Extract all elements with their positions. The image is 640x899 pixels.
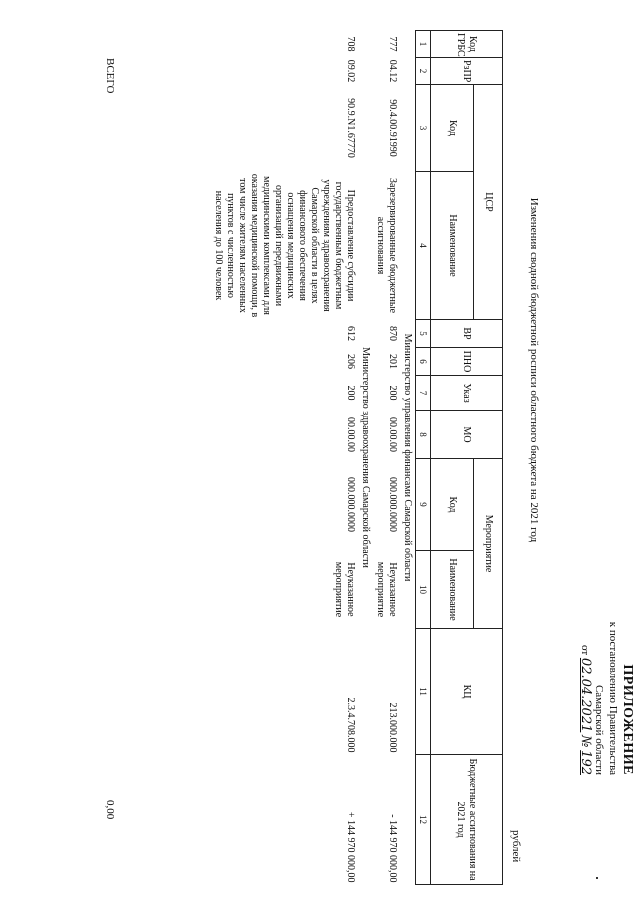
handwritten-date: 02.04.2021 bbox=[578, 657, 593, 733]
ministry-row bbox=[399, 31, 416, 885]
ministry-name: Министерство здравоохранения Самарской области bbox=[360, 347, 371, 568]
col-number: 4 bbox=[416, 172, 431, 320]
header-csr-name: Наименование bbox=[431, 172, 474, 320]
cell-vr: 612 bbox=[345, 326, 356, 342]
cell-pno: 201 bbox=[387, 354, 398, 370]
header-csr-code: Код bbox=[431, 85, 474, 172]
cell-amount: + 144 970 000,00 bbox=[345, 811, 356, 883]
cell-grbs: 777 bbox=[387, 36, 398, 52]
header-event-code: Код bbox=[431, 459, 474, 551]
header-rzpr: РзПР bbox=[431, 58, 503, 85]
cell-csr-code: 90.9.N1.67770 bbox=[345, 98, 356, 158]
cell-ukaz: 200 bbox=[387, 385, 398, 401]
cell-event-code: 000.000.0000 bbox=[345, 477, 356, 533]
cell-csr-name: Зарезервированные бюджетные ассигнования bbox=[375, 177, 398, 314]
col-number: 12 bbox=[416, 755, 431, 885]
ministry-row bbox=[357, 31, 373, 885]
header-event-name: Наименование bbox=[431, 551, 474, 629]
cell-amount: - 144 970 000,00 bbox=[387, 814, 398, 883]
appendix-title: ПРИЛОЖЕНИЕ bbox=[620, 664, 635, 775]
header-mo: МО bbox=[431, 411, 503, 459]
cell-event-name: Неуказанное мероприятие bbox=[375, 561, 398, 618]
appendix-date-line bbox=[578, 540, 592, 775]
cell-csr-code: 90.4.00.91990 bbox=[387, 99, 398, 157]
cell-mo: 00.00.00 bbox=[387, 417, 398, 453]
table-row bbox=[211, 31, 357, 885]
col-number: 5 bbox=[416, 320, 431, 348]
cell-rzpr: 04.12 bbox=[387, 59, 398, 83]
total-label: ВСЕГО bbox=[104, 58, 116, 94]
cell-csr-name: Предоставление субсидии государственным бюджетным учреждениям здравоохранения Самарской области в целях финансового обеспечения оснащения медицинских организаций передвижными медицинскими комплексами для оказания медицинской помощи, в том числе жителям населенных пунктов с численностью населения до 100 человек bbox=[213, 173, 356, 318]
cell-pno: 206 bbox=[345, 354, 356, 370]
col-number: 10 bbox=[416, 551, 431, 629]
col-number: 8 bbox=[416, 411, 431, 459]
header-event: Мероприятие bbox=[474, 459, 503, 629]
col-number: 2 bbox=[416, 58, 431, 85]
col-number: 1 bbox=[416, 31, 431, 58]
col-number: 7 bbox=[416, 376, 431, 411]
scan-speck bbox=[596, 877, 598, 879]
total-value: 0,00 bbox=[104, 800, 116, 820]
col-number: 6 bbox=[416, 348, 431, 376]
appendix-line: к постановлению Правительства bbox=[607, 621, 619, 775]
col-number: 3 bbox=[416, 85, 431, 172]
handwritten-number: 192 bbox=[578, 750, 593, 775]
cell-grbs: 708 bbox=[345, 36, 356, 52]
header-budget: Бюджетные ассигнования на 2021 год bbox=[431, 755, 503, 885]
col-number: 11 bbox=[416, 629, 431, 755]
table-row bbox=[373, 31, 399, 885]
appendix-header bbox=[578, 540, 634, 775]
cell-vr: 870 bbox=[387, 326, 398, 342]
col-number: 9 bbox=[416, 459, 431, 551]
number-sign: № bbox=[578, 735, 593, 748]
cell-event-name: Неуказанное мероприятие bbox=[333, 561, 356, 618]
cell-ukaz: 200 bbox=[345, 385, 356, 401]
cell-kc: 2.3.4.708.000 bbox=[345, 697, 356, 753]
header-kc: КЦ bbox=[431, 629, 503, 755]
appendix-line: Самарской области bbox=[593, 684, 605, 775]
header-csr: ЦСР bbox=[474, 85, 503, 320]
budget-table bbox=[211, 30, 503, 885]
cell-mo: 00.00.00 bbox=[345, 417, 356, 453]
cell-kc: 213.000.000 bbox=[387, 702, 398, 753]
cell-event-code: 000.000.0000 bbox=[387, 477, 398, 533]
header-pno: ПНО bbox=[431, 348, 503, 376]
header-vr: ВР bbox=[431, 320, 503, 348]
header-ukaz: Указ bbox=[431, 376, 503, 411]
currency-label: рублей bbox=[510, 830, 522, 863]
header-grbs: Код ГРБС bbox=[431, 31, 503, 58]
cell-rzpr: 09.02 bbox=[345, 59, 356, 83]
document-title: Изменения сводной бюджетной росписи областного бюджета на 2021 год bbox=[528, 197, 540, 543]
column-number-row bbox=[416, 31, 431, 885]
header-row bbox=[474, 31, 503, 885]
appendix-from-label: от bbox=[579, 645, 591, 656]
ministry-name: Министерство управления финансами Самарской области bbox=[402, 333, 413, 582]
